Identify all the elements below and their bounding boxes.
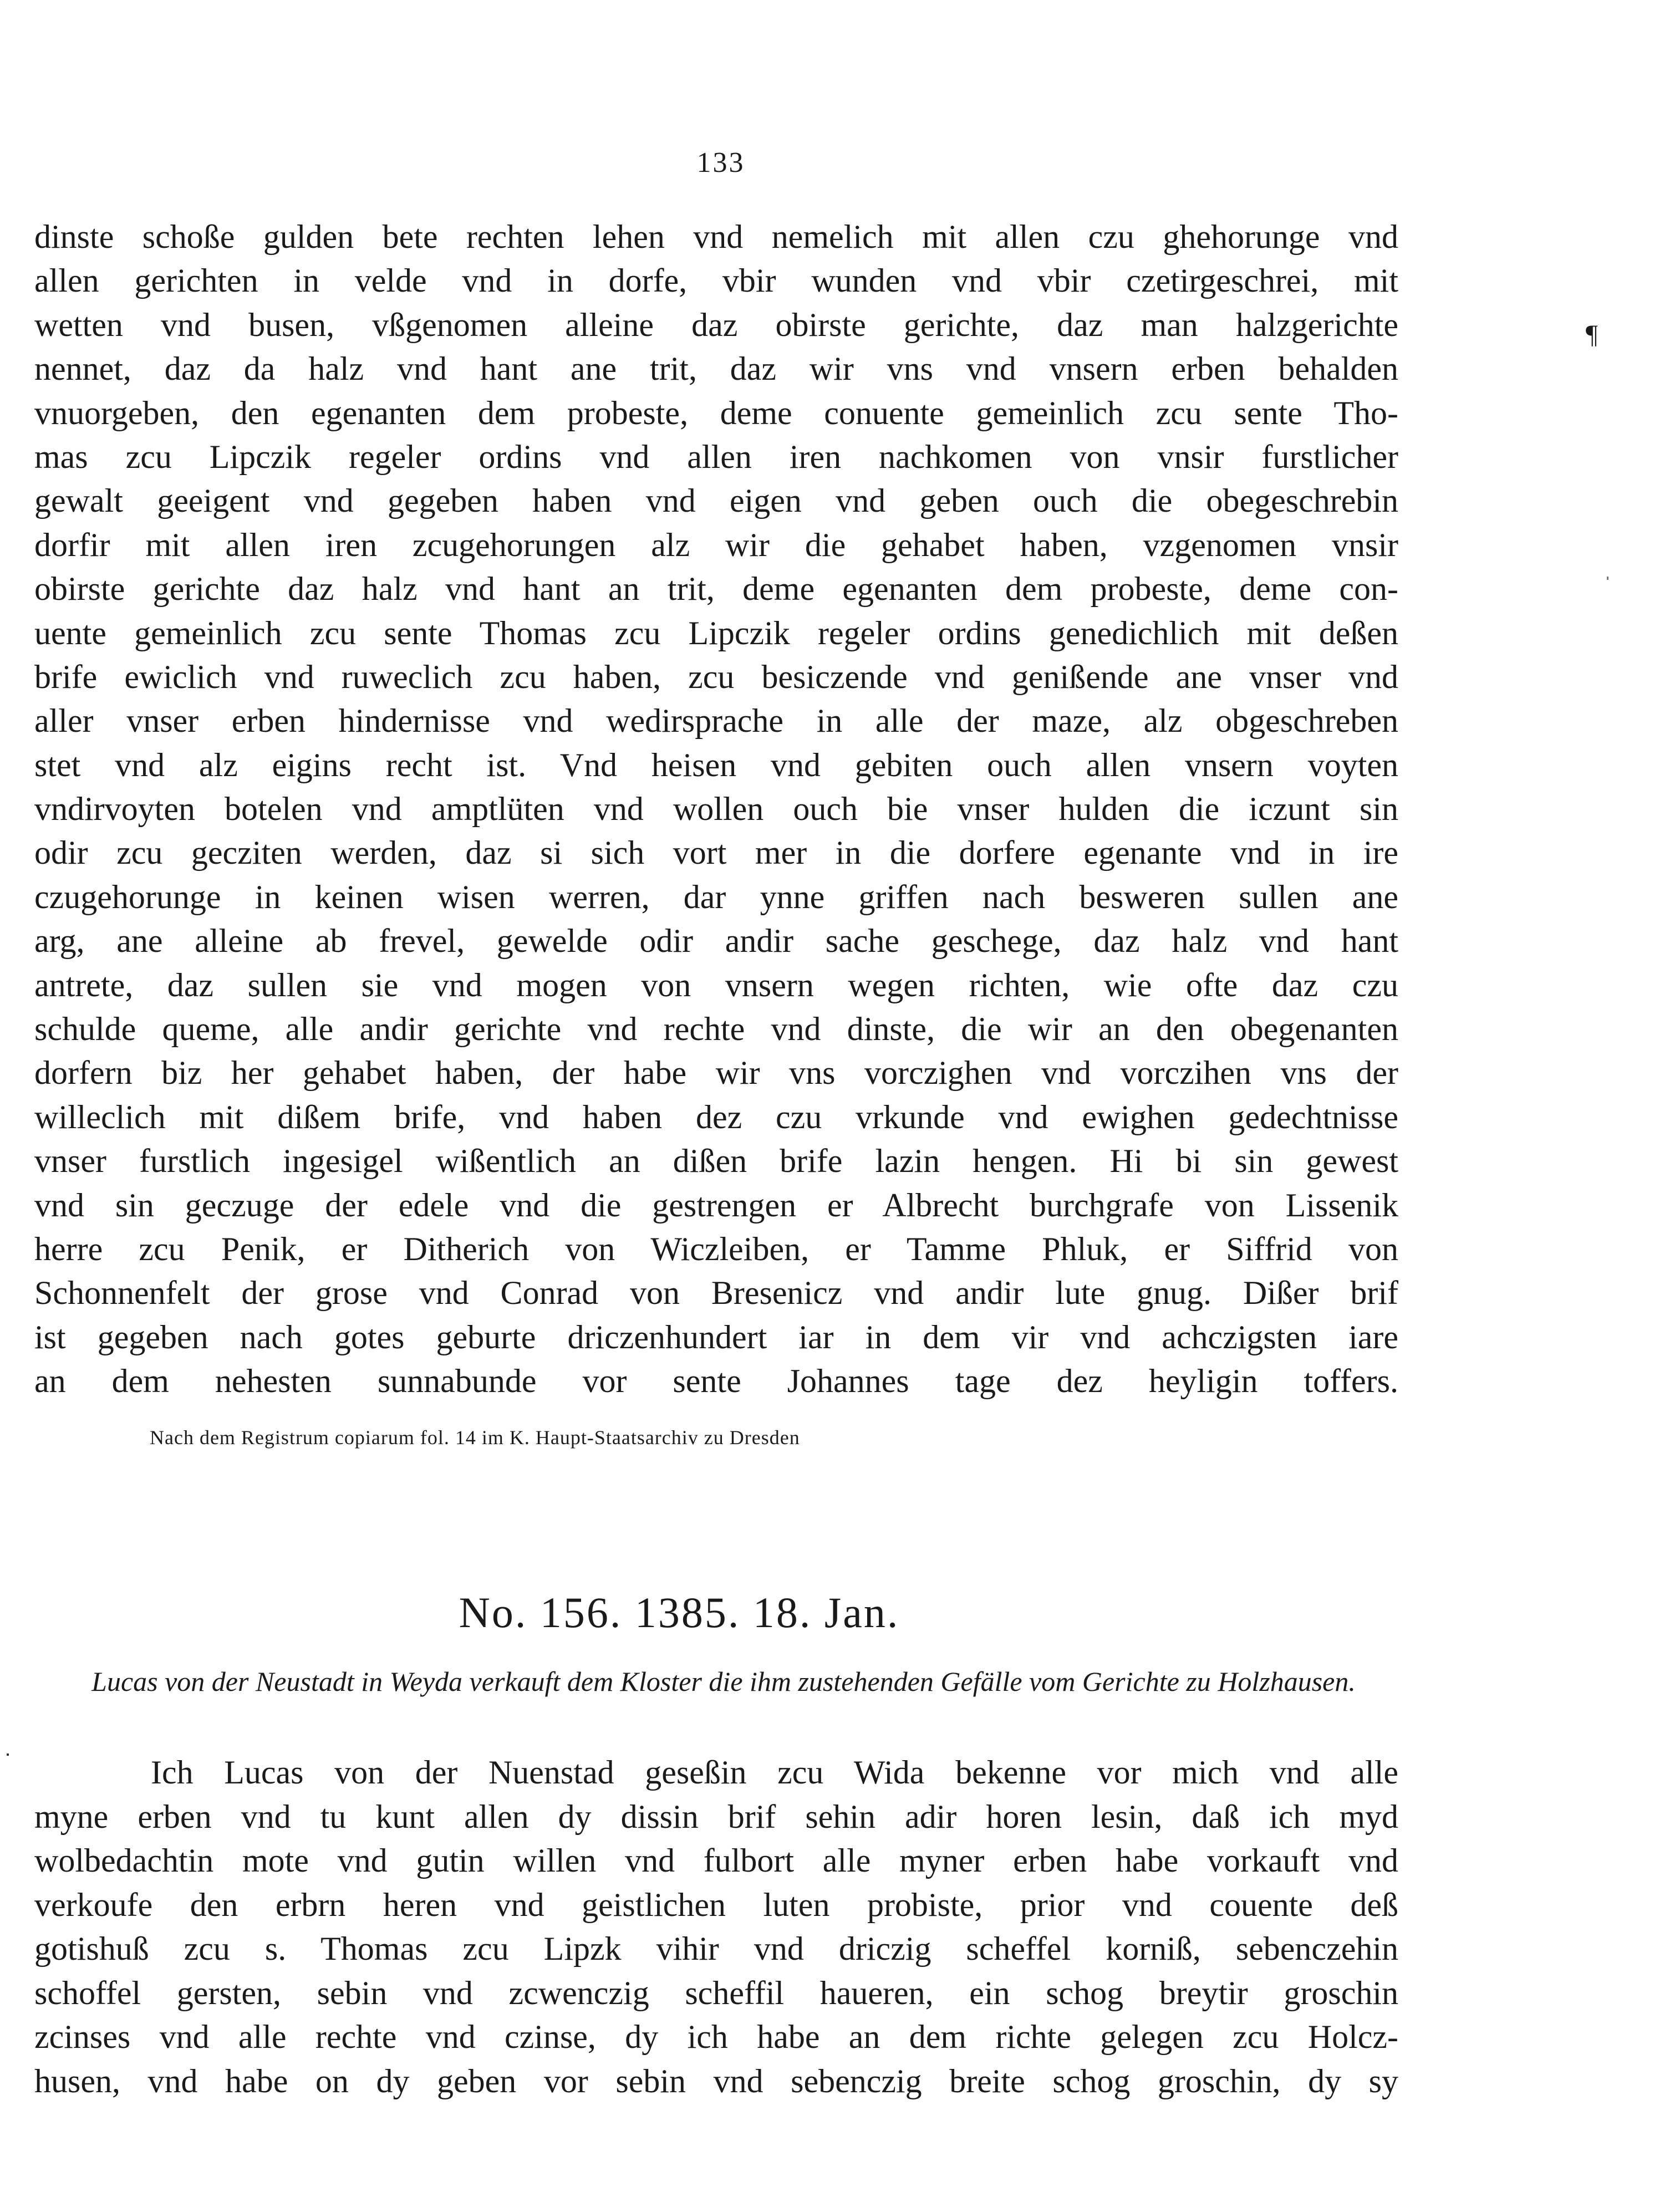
text-line: herre zcu Penik, er Ditherich von Wiczleiben, er Tamme Phluk, er Siffrid von [34,1230,1398,1267]
text-line: vnuorgeben, den egenanten dem probeste, deme conuente gemeinlich zcu sente Tho- [34,394,1398,431]
text-line: stet vnd alz eigins recht ist. Vnd heisen vnd gebiten ouch allen vnsern voyten [34,746,1398,783]
text-line: an dem nehesten sunnabunde vor sente Johannes tage dez heyligin toffers. [34,1363,1398,1400]
text-line: dorfern biz her gehabet haben, der habe wir vns vorczighen vnd vorczihen vns der [34,1054,1398,1092]
text-line: vnser furstlich ingesigel wißentlich an dißen brife lazin hengen. Hi bi sin gewest [34,1143,1398,1180]
charter-text-new [34,1751,1398,2103]
text-line: gewalt geeigent vnd gegeben haben vnd eigen vnd geben ouch die obegeschrebin [34,482,1398,519]
document-heading-text: No. 156. 1385. 18. Jan. [459,1588,900,1637]
text-line: willeclich mit dißem brife, vnd haben dez czu vrkunde vnd ewighen gedechtnisse [34,1098,1398,1135]
margin-mark: ¶ [1586,320,1598,349]
text-line: gotishuß zcu s. Thomas zcu Lipzk vihir vnd driczig scheffel korniß, sebenczehin [34,1930,1398,1967]
text-line: uente gemeinlich zcu sente Thomas zcu Lipczik regeler ordins genedichlich mit deßen [34,614,1398,651]
margin-tick [1607,577,1608,580]
document-regest: Lucas von der Neustadt in Weyda verkauft dem Kloster die ihm zustehenden Gefälle vom Gerichte zu Holzhausen. [91,1666,1356,1697]
text-line: schoffel gersten, sebin vnd zcwenczig scheffil haueren, ein schog breytir groschin [34,1974,1398,2011]
text-line: schulde queme, alle andir gerichte vnd rechte vnd dinste, die wir an den obegenanten [34,1011,1398,1048]
text-line: nennet, daz da halz vnd hant ane trit, daz wir vns vnd vnsern erben behalden [34,350,1398,388]
text-line: allen gerichten in velde vnd in dorfe, vbir wunden vnd vbir czetirgeschrei, mit [34,262,1398,299]
text-line: vnd sin geczuge der edele vnd die gestrengen er Albrecht burchgrafe von Lissenik [34,1186,1398,1224]
source-note: Nach dem Registrum copiarum fol. 14 im K. Haupt-Staatsarchiv zu Dresden [150,1426,800,1449]
text-line: wolbedachtin mote vnd gutin willen vnd fulbort alle myner erben habe vorkauft vnd [34,1842,1398,1879]
text-line: Schonnenfelt der grose vnd Conrad von Bresenicz vnd andir lute gnug. Dißer brif [34,1275,1398,1312]
text-line: dorfir mit allen iren zcugehorungen alz wir die gehabet haben, vzgenomen vnsir [34,526,1398,563]
left-margin-tick [7,1753,9,1756]
document-heading [0,1588,1680,1637]
text-line: zcinses vnd alle rechte vnd czinse, dy ich habe an dem richte gelegen zcu Holcz- [34,2018,1398,2055]
text-line: verkoufe den erbrn heren vnd geistlichen luten probiste, prior vnd couente deß [34,1886,1398,1923]
text-line: ist gegeben nach gotes geburte driczenhundert iar in dem vir vnd achczigsten iare [34,1318,1398,1355]
text-line: dinste schoße gulden bete rechten lehen vnd nemelich mit allen czu ghehorunge vnd [34,218,1398,255]
text-line: myne erben vnd tu kunt allen dy dissin brif sehin adir horen lesin, daß ich myd [34,1798,1398,1835]
text-line: Ich Lucas von der Nuenstad geseßin zcu Wida bekenne vor mich vnd alle [151,1754,1398,1791]
text-line: wetten vnd busen, vßgenomen alleine daz obirste gerichte, daz man halzgerichte [34,306,1398,343]
text-line: arg, ane alleine ab frevel, gewelde odir andir sache geschege, daz halz vnd hant [34,922,1398,960]
text-line: obirste gerichte daz halz vnd hant an trit, deme egenanten dem probeste, deme con- [34,570,1398,608]
text-line: vndirvoyten botelen vnd amptlüten vnd wollen ouch bie vnser hulden die iczunt sin [34,791,1398,828]
text-line: aller vnser erben hindernisse vnd wedirsprache in alle der maze, alz obgeschreben [34,702,1398,740]
page-number: 133 [696,147,745,179]
text-line: czugehorunge in keinen wisen werren, dar ynne griffen nach besweren sullen ane [34,878,1398,915]
text-line: odir zcu gecziten werden, daz si sich vort mer in die dorfere egenante vnd in ire [34,834,1398,871]
text-line: brife ewiclich vnd ruweclich zcu haben, zcu besiczende vnd genißende ane vnser vnd [34,658,1398,695]
charter-text-continued [34,215,1398,1404]
text-line: husen, vnd habe on dy geben vor sebin vnd sebenczig breite schog groschin, dy sy [34,2062,1398,2099]
text-line: antrete, daz sullen sie vnd mogen von vnsern wegen richten, wie ofte daz czu [34,966,1398,1003]
text-line: mas zcu Lipczik regeler ordins vnd allen iren nachkomen von vnsir furstlicher [34,438,1398,475]
